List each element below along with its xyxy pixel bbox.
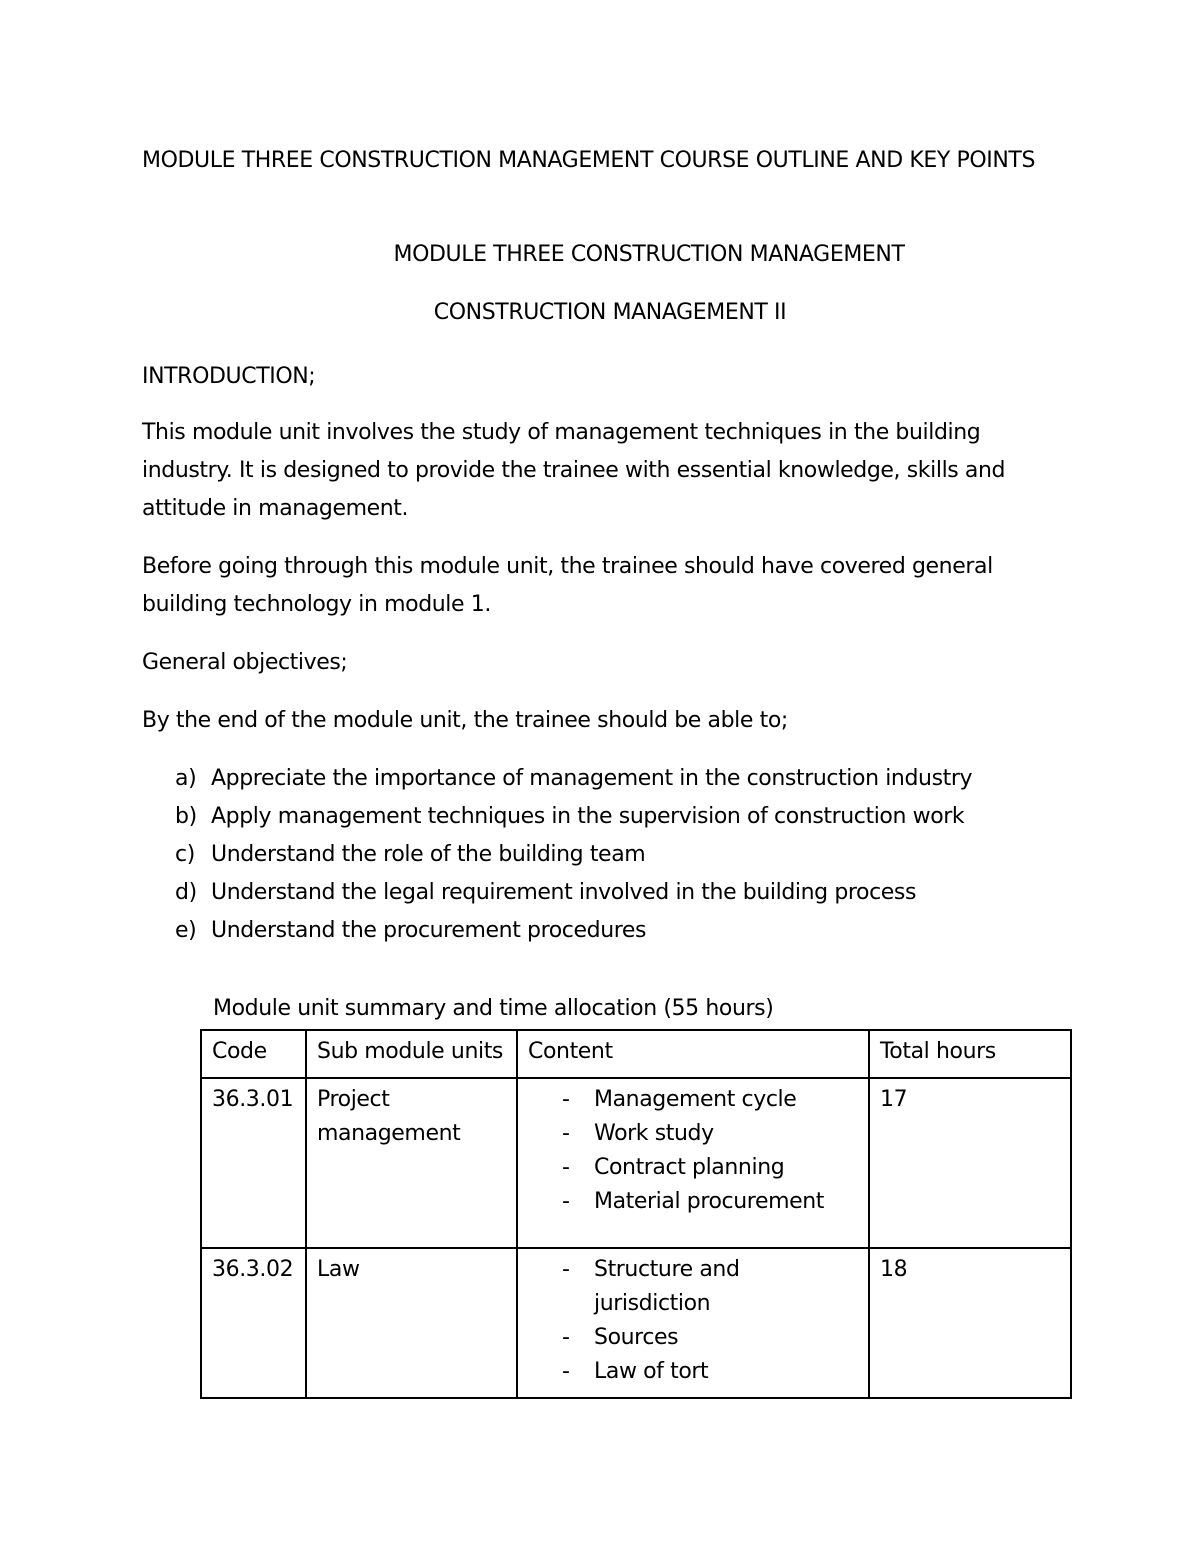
- content-item: [528, 1253, 858, 1321]
- content-marker: -: [562, 1257, 570, 1282]
- objective-item: [175, 874, 1075, 912]
- content-item: [528, 1321, 858, 1355]
- table-caption: Module unit summary and time allocation (55 hours): [213, 996, 774, 1021]
- objectives-intro: By the end of the module unit, the trainee should be able to;: [142, 708, 788, 733]
- content-list: [528, 1083, 858, 1219]
- content-item: [528, 1355, 858, 1389]
- cell-content: [517, 1078, 869, 1248]
- header-total-hours: Total hours: [869, 1030, 1071, 1078]
- objective-item: [175, 760, 1075, 798]
- prerequisite-paragraph: Before going through this module unit, the trainee should have covered general building technology in module 1.: [142, 554, 993, 617]
- objective-marker: e): [175, 918, 197, 943]
- objective-text: Understand the procurement procedures: [211, 918, 647, 943]
- content-text: Sources: [594, 1325, 679, 1350]
- content-list: [528, 1253, 858, 1389]
- content-marker: -: [562, 1189, 570, 1214]
- content-marker: -: [562, 1359, 570, 1384]
- cell-sub-module: Project management: [306, 1078, 517, 1248]
- content-marker: -: [562, 1087, 570, 1112]
- content-item: [528, 1083, 858, 1117]
- objectives-list: [175, 760, 1075, 950]
- content-marker: -: [562, 1121, 570, 1146]
- objective-item: [175, 798, 1075, 836]
- objective-marker: d): [175, 880, 197, 905]
- content-item: [528, 1117, 858, 1151]
- objectives-heading: General objectives;: [142, 650, 348, 675]
- objective-text: Understand the role of the building team: [211, 842, 646, 867]
- content-text: Management cycle: [594, 1087, 797, 1112]
- table-row: [201, 1248, 1071, 1398]
- module-subtitle: MODULE THREE CONSTRUCTION MANAGEMENT: [393, 242, 905, 267]
- table-header-row: [201, 1030, 1071, 1078]
- header-content: Content: [517, 1030, 869, 1078]
- objective-text: Appreciate the importance of management in the construction industry: [211, 766, 973, 791]
- objective-marker: c): [175, 842, 195, 867]
- module-summary-table: [200, 1029, 1072, 1399]
- cell-sub-module: Law: [306, 1248, 517, 1398]
- objective-marker: a): [175, 766, 197, 791]
- introduction-heading: INTRODUCTION;: [142, 364, 316, 389]
- content-text: Work study: [594, 1121, 714, 1146]
- content-text: Structure and jurisdiction: [594, 1257, 740, 1316]
- objective-text: Apply management techniques in the supervision of construction work: [211, 804, 965, 829]
- cell-code: 36.3.02: [201, 1248, 306, 1398]
- content-marker: -: [562, 1155, 570, 1180]
- objective-text: Understand the legal requirement involved in the building process: [211, 880, 917, 905]
- course-subtitle: CONSTRUCTION MANAGEMENT II: [433, 300, 787, 325]
- introduction-paragraph: This module unit involves the study of management techniques in the building industry. It is designed to provide the trainee with essential knowledge, skills and attitude in management.: [142, 420, 1006, 521]
- cell-total-hours: 17: [869, 1078, 1071, 1248]
- objective-item: [175, 836, 1075, 874]
- content-marker: -: [562, 1325, 570, 1350]
- document-title: MODULE THREE CONSTRUCTION MANAGEMENT COURSE OUTLINE AND KEY POINTS: [142, 148, 1036, 173]
- content-text: Contract planning: [594, 1155, 785, 1180]
- content-item: [528, 1151, 858, 1185]
- content-item: [528, 1185, 858, 1219]
- table-row: [201, 1078, 1071, 1248]
- cell-code: 36.3.01: [201, 1078, 306, 1248]
- cell-total-hours: 18: [869, 1248, 1071, 1398]
- header-sub-module: Sub module units: [306, 1030, 517, 1078]
- objective-marker: b): [175, 804, 197, 829]
- content-text: Material procurement: [594, 1189, 825, 1214]
- objective-item: [175, 912, 1075, 950]
- cell-content: [517, 1248, 869, 1398]
- header-code: Code: [201, 1030, 306, 1078]
- content-text: Law of tort: [594, 1359, 709, 1384]
